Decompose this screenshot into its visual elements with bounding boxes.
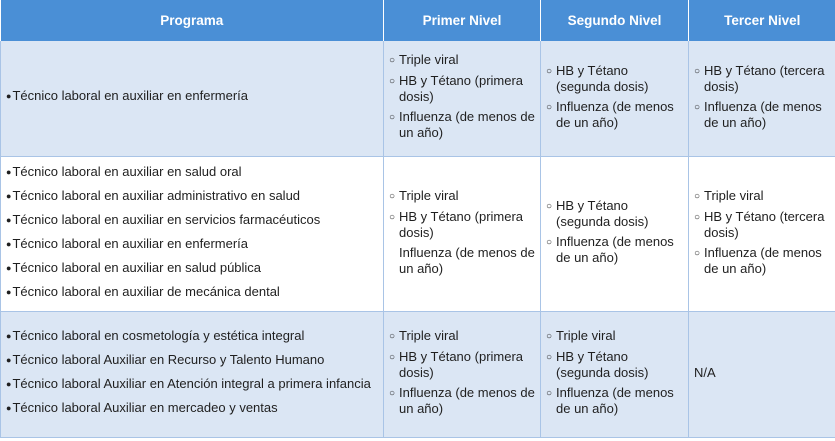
vaccine-item (694, 209, 831, 241)
item-text: Influenza (de menos de un año) (399, 385, 535, 416)
program-item: ●Técnico laboral en auxiliar en enfermería (6, 235, 249, 251)
circle-bullet-icon: ○ (694, 101, 701, 113)
header-programa: Programa (1, 0, 384, 41)
item-text: Influenza (de menos de un año) (704, 98, 822, 130)
item-text: HB y Tétano (primera dosis) (399, 349, 524, 380)
item-text: Triple viral (704, 187, 764, 203)
program-item: ●Técnico laboral en auxiliar en salud pública (6, 259, 262, 275)
circle-bullet-icon: ○ (694, 247, 701, 259)
table-row (1, 41, 835, 157)
vaccine-item (389, 73, 536, 105)
vaccine-item (389, 188, 536, 205)
circle-bullet-icon: ○ (694, 190, 701, 202)
vaccine-item (694, 245, 831, 277)
circle-bullet-icon: ○ (389, 76, 396, 87)
program-item: ●Técnico laboral en auxiliar en servicios farmacéuticos (6, 211, 321, 227)
bullet-icon: ● (6, 238, 12, 249)
circle-bullet-icon: ○ (546, 201, 553, 212)
circle-bullet-icon: ○ (694, 65, 701, 77)
vaccine-item (389, 109, 536, 141)
segundo-nivel-cell (541, 312, 689, 438)
item-text: Triple viral (556, 328, 616, 343)
circle-bullet-icon: ○ (389, 352, 396, 363)
circle-bullet-icon: ○ (389, 331, 396, 342)
bullet-spacer (389, 245, 399, 277)
vaccine-item (546, 328, 684, 345)
item-text: Influenza (de menos de un año) (399, 244, 535, 276)
circle-bullet-icon: ○ (546, 388, 553, 399)
bullet-icon: ● (6, 355, 12, 365)
tercer-nivel-cell (689, 41, 835, 157)
header-segundo-nivel: Segundo Nivel (541, 0, 689, 41)
tercer-nivel-cell (689, 157, 835, 312)
bullet-icon: ● (6, 166, 12, 177)
item-text: HB y Tétano (segunda dosis) (556, 62, 649, 94)
primer-nivel-cell (384, 312, 541, 438)
program-item: ●Técnico laboral en cosmetología y estética integral (6, 328, 305, 343)
primer-nivel-cell (384, 41, 541, 157)
vaccine-item (694, 99, 831, 131)
item-text: Influenza (de menos de un año) (399, 109, 535, 140)
bullet-icon: ● (6, 190, 12, 201)
bullet-icon: ● (6, 331, 12, 341)
segundo-nivel-cell (541, 41, 689, 157)
circle-bullet-icon: ○ (546, 352, 553, 363)
bullet-icon: ● (6, 214, 12, 225)
bullet-icon: ● (6, 379, 12, 389)
na-text (694, 365, 831, 381)
primer-nivel-cell (384, 157, 541, 312)
bullet-icon: ● (6, 91, 12, 101)
item-text: HB y Tétano (primera dosis) (399, 73, 524, 104)
tercer-nivel-cell (689, 312, 835, 438)
item-text: HB y Tétano (tercera dosis) (704, 208, 825, 240)
circle-bullet-icon: ○ (546, 101, 553, 113)
circle-bullet-icon: ○ (389, 112, 396, 123)
circle-bullet-icon: ○ (389, 55, 396, 66)
segundo-nivel-cell (541, 157, 689, 312)
program-item: ●Técnico laboral Auxiliar en Recurso y Talento Humano (6, 352, 325, 367)
item-text: Influenza (de menos de un año) (704, 244, 822, 276)
program-item: ●Técnico laboral en auxiliar en salud oral (6, 163, 242, 179)
item-text: Influenza (de menos de un año) (556, 234, 674, 265)
bullet-icon: ● (6, 403, 12, 413)
circle-bullet-icon: ○ (694, 211, 701, 223)
circle-bullet-icon: ○ (546, 331, 553, 342)
item-text: HB y Tétano (segunda dosis) (556, 198, 649, 229)
vaccine-item (546, 234, 684, 266)
item-text: HB y Tétano (tercera dosis) (704, 62, 825, 94)
programs-cell (1, 312, 384, 438)
circle-bullet-icon: ○ (389, 211, 396, 223)
circle-bullet-icon: ○ (546, 65, 553, 77)
vaccine-item (694, 188, 831, 205)
program-item: ●Técnico laboral en auxiliar de mecánica dental (6, 283, 280, 299)
header-row (1, 0, 835, 41)
bullet-icon: ● (6, 286, 12, 297)
item-text: Triple viral (399, 328, 459, 343)
vaccine-item (389, 349, 536, 381)
program-item: ●Técnico laboral en auxiliar administrativo en salud (6, 187, 301, 203)
item-text: HB y Tétano (segunda dosis) (556, 349, 649, 380)
program-item: ●Técnico laboral Auxiliar en Atención integral a primera infancia (6, 376, 371, 391)
item-text: N/A (694, 364, 716, 380)
table-row (1, 157, 835, 312)
item-text: Triple viral (399, 52, 459, 67)
program-item: ●Técnico laboral en auxiliar en enfermería (6, 88, 249, 103)
item-text: Influenza (de menos de un año) (556, 98, 674, 130)
vaccine-item (546, 349, 684, 381)
header-tercer-nivel: Tercer Nivel (689, 0, 835, 41)
vaccine-item (546, 99, 684, 131)
vaccine-item (389, 385, 536, 417)
vaccine-item (389, 245, 536, 277)
table-row (1, 312, 835, 438)
circle-bullet-icon: ○ (546, 237, 553, 248)
programs-cell (1, 157, 384, 312)
vaccine-item (546, 198, 684, 230)
item-text: Influenza (de menos de un año) (556, 385, 674, 416)
circle-bullet-icon: ○ (389, 388, 396, 399)
program-item: ●Técnico laboral Auxiliar en mercadeo y ventas (6, 400, 278, 415)
bullet-icon: ● (6, 262, 12, 273)
vaccine-item (389, 328, 536, 345)
vaccine-item (694, 63, 831, 95)
vaccine-item (546, 385, 684, 417)
vaccine-item (389, 52, 536, 69)
item-text: Triple viral (399, 187, 459, 203)
header-primer-nivel: Primer Nivel (384, 0, 541, 41)
vaccine-item (546, 63, 684, 95)
vaccine-item (389, 209, 536, 241)
programs-cell (1, 41, 384, 157)
item-text: HB y Tétano (primera dosis) (399, 208, 524, 240)
circle-bullet-icon: ○ (389, 190, 396, 202)
